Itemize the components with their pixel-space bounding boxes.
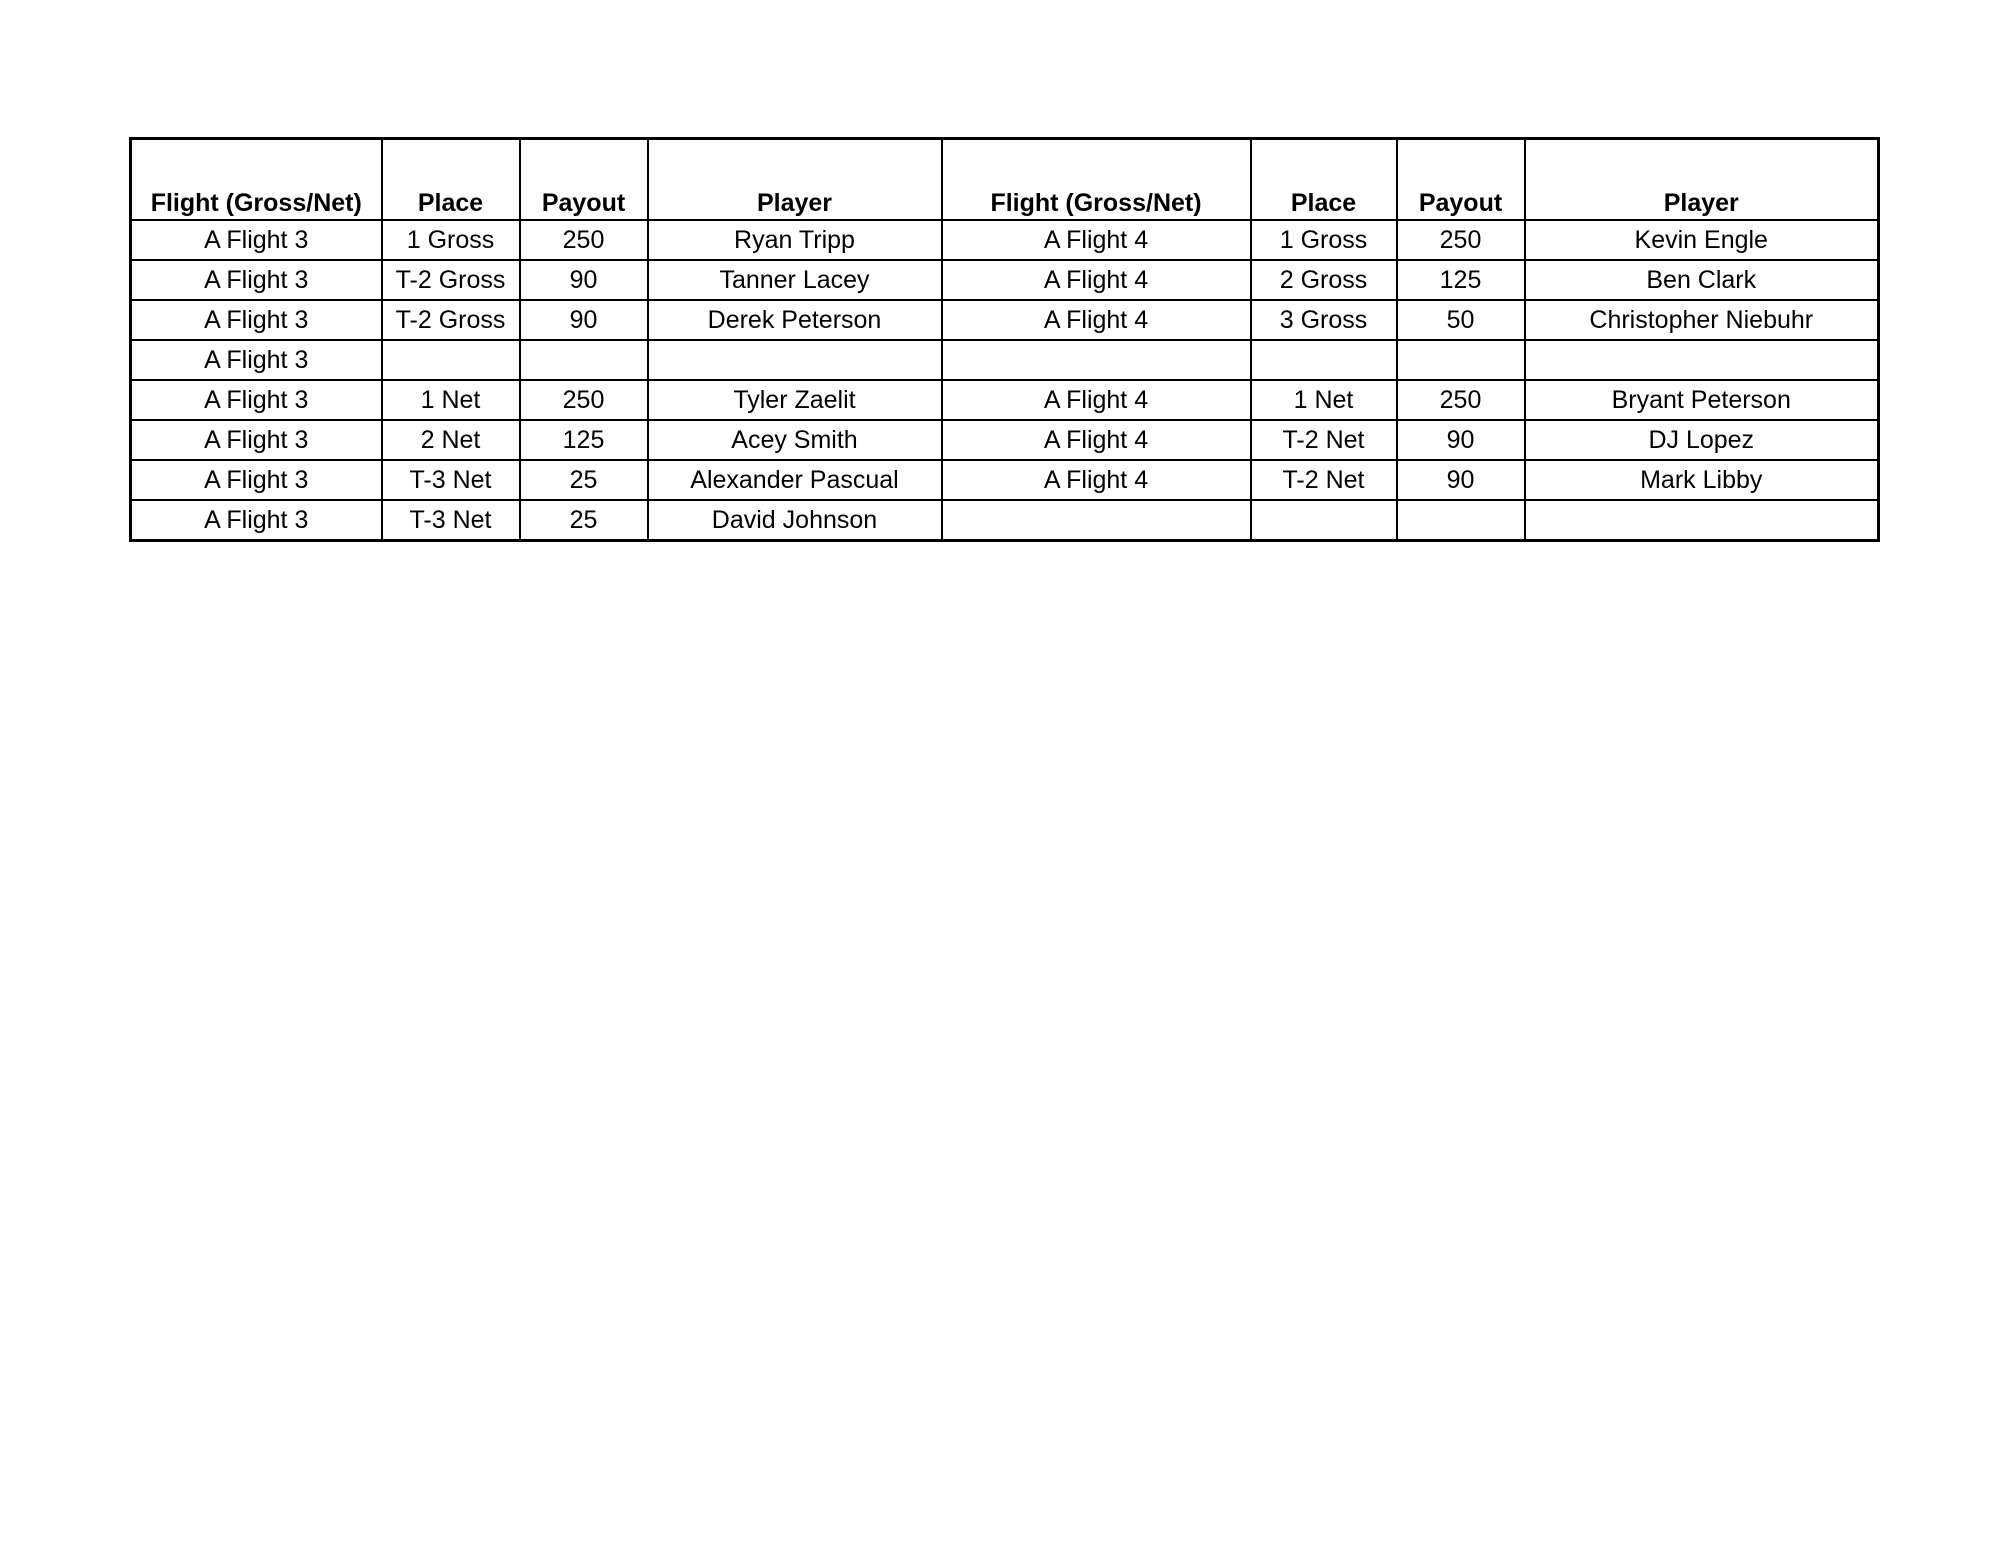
table-cell-payout-a3: 90	[520, 300, 648, 340]
table-cell-player-a3	[648, 340, 942, 380]
table-cell-payout-a4	[1397, 500, 1525, 541]
table-row	[131, 500, 1879, 541]
column-header-player-a3: Player	[648, 139, 942, 221]
table-cell-player-a3: Ryan Tripp	[648, 220, 942, 260]
column-header-flight-a3: Flight (Gross/Net)	[131, 139, 382, 221]
table-cell-payout-a3: 25	[520, 460, 648, 500]
table-cell-player-a4	[1525, 340, 1879, 380]
table-cell-player-a4: Mark Libby	[1525, 460, 1879, 500]
table-cell-flight-a3: A Flight 3	[131, 500, 382, 541]
table-cell-player-a4: Christopher Niebuhr	[1525, 300, 1879, 340]
table-cell-place-a3: T-3 Net	[382, 460, 520, 500]
table-cell-player-a3: Derek Peterson	[648, 300, 942, 340]
table-cell-place-a3: 2 Net	[382, 420, 520, 460]
table-cell-flight-a4: A Flight 4	[942, 300, 1251, 340]
column-header-flight-a4: Flight (Gross/Net)	[942, 139, 1251, 221]
table-cell-place-a4: T-2 Net	[1251, 460, 1397, 500]
header-row	[131, 139, 1879, 221]
table-cell-place-a3: T-3 Net	[382, 500, 520, 541]
table-cell-payout-a4: 250	[1397, 220, 1525, 260]
table-cell-payout-a4: 90	[1397, 420, 1525, 460]
table-cell-player-a4: Ben Clark	[1525, 260, 1879, 300]
column-header-place-a4: Place	[1251, 139, 1397, 221]
table-row	[131, 260, 1879, 300]
table-cell-place-a4	[1251, 500, 1397, 541]
table-cell-player-a3: David Johnson	[648, 500, 942, 541]
table-cell-flight-a4	[942, 500, 1251, 541]
table-cell-place-a4: 3 Gross	[1251, 300, 1397, 340]
table-cell-payout-a4: 90	[1397, 460, 1525, 500]
column-header-player-a4: Player	[1525, 139, 1879, 221]
table-row	[131, 380, 1879, 420]
table-row	[131, 220, 1879, 260]
table-cell-place-a4: 2 Gross	[1251, 260, 1397, 300]
table-row	[131, 460, 1879, 500]
table-cell-flight-a4: A Flight 4	[942, 260, 1251, 300]
table-row	[131, 300, 1879, 340]
table-cell-flight-a3: A Flight 3	[131, 340, 382, 380]
table-cell-payout-a3: 25	[520, 500, 648, 541]
table-cell-place-a4: T-2 Net	[1251, 420, 1397, 460]
table-row	[131, 340, 1879, 380]
table-cell-player-a4: Bryant Peterson	[1525, 380, 1879, 420]
table-cell-flight-a3: A Flight 3	[131, 460, 382, 500]
table-cell-place-a3	[382, 340, 520, 380]
column-header-payout-a3: Payout	[520, 139, 648, 221]
table-cell-payout-a3: 250	[520, 220, 648, 260]
table-cell-player-a4: Kevin Engle	[1525, 220, 1879, 260]
table-cell-place-a4: 1 Gross	[1251, 220, 1397, 260]
table-cell-player-a3: Tyler Zaelit	[648, 380, 942, 420]
payout-table	[129, 137, 1880, 542]
table-cell-player-a4	[1525, 500, 1879, 541]
table-cell-place-a4: 1 Net	[1251, 380, 1397, 420]
table-cell-flight-a3: A Flight 3	[131, 300, 382, 340]
table-cell-flight-a3: A Flight 3	[131, 420, 382, 460]
table-cell-player-a4: DJ Lopez	[1525, 420, 1879, 460]
table-cell-flight-a3: A Flight 3	[131, 380, 382, 420]
table-cell-place-a3: 1 Net	[382, 380, 520, 420]
table-cell-payout-a4: 250	[1397, 380, 1525, 420]
table-cell-flight-a4: A Flight 4	[942, 420, 1251, 460]
table-cell-place-a3: T-2 Gross	[382, 260, 520, 300]
table-cell-flight-a4: A Flight 4	[942, 220, 1251, 260]
table-cell-flight-a3: A Flight 3	[131, 220, 382, 260]
table-cell-payout-a4: 50	[1397, 300, 1525, 340]
table-body	[131, 220, 1879, 541]
table-cell-payout-a3: 250	[520, 380, 648, 420]
table-cell-payout-a3: 90	[520, 260, 648, 300]
table-cell-flight-a4: A Flight 4	[942, 380, 1251, 420]
table-cell-flight-a4	[942, 340, 1251, 380]
column-header-payout-a4: Payout	[1397, 139, 1525, 221]
column-header-place-a3: Place	[382, 139, 520, 221]
table-row	[131, 420, 1879, 460]
table-cell-payout-a4: 125	[1397, 260, 1525, 300]
table-cell-place-a4	[1251, 340, 1397, 380]
table-cell-player-a3: Acey Smith	[648, 420, 942, 460]
table-cell-flight-a4: A Flight 4	[942, 460, 1251, 500]
table-cell-player-a3: Alexander Pascual	[648, 460, 942, 500]
table-cell-payout-a4	[1397, 340, 1525, 380]
table-cell-place-a3: T-2 Gross	[382, 300, 520, 340]
table-cell-place-a3: 1 Gross	[382, 220, 520, 260]
table-cell-flight-a3: A Flight 3	[131, 260, 382, 300]
table-cell-player-a3: Tanner Lacey	[648, 260, 942, 300]
table-cell-payout-a3	[520, 340, 648, 380]
table-cell-payout-a3: 125	[520, 420, 648, 460]
